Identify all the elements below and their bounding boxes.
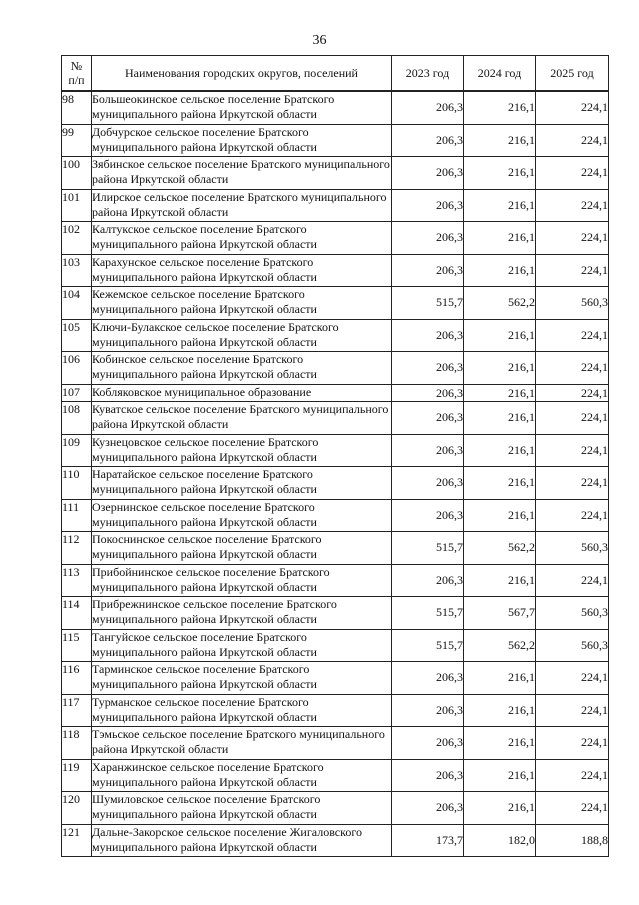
value-2024-cell: 216,1 [464, 499, 536, 532]
row-number-cell: 110 [62, 467, 92, 500]
value-2025-cell: 224,1 [536, 499, 609, 532]
value-2024-cell: 216,1 [464, 434, 536, 467]
value-2024-cell: 216,1 [464, 124, 536, 157]
table-row [62, 434, 609, 467]
value-2023-cell: 206,3 [392, 352, 464, 385]
value-2024-cell: 216,1 [464, 91, 536, 124]
row-number-cell: 119 [62, 759, 92, 792]
value-2024-cell: 216,1 [464, 694, 536, 727]
value-2024-cell: 562,2 [464, 532, 536, 565]
row-number-cell: 106 [62, 352, 92, 385]
value-2025-cell: 224,1 [536, 254, 609, 287]
value-2023-cell: 206,3 [392, 254, 464, 287]
value-2024-cell: 567,7 [464, 597, 536, 630]
value-2024-cell: 216,1 [464, 189, 536, 222]
value-2024-cell: 216,1 [464, 157, 536, 190]
row-number-cell: 120 [62, 792, 92, 825]
row-number-cell: 98 [62, 91, 92, 124]
row-number-cell: 102 [62, 222, 92, 255]
table-row [62, 597, 609, 630]
row-number-cell: 118 [62, 727, 92, 760]
allocation-table [61, 55, 609, 857]
value-2024-cell: 216,1 [464, 352, 536, 385]
value-2025-cell: 224,1 [536, 319, 609, 352]
table-row [62, 254, 609, 287]
value-2023-cell: 206,3 [392, 222, 464, 255]
value-2025-cell: 224,1 [536, 662, 609, 695]
table-row [62, 564, 609, 597]
value-2024-cell: 216,1 [464, 662, 536, 695]
row-number-cell: 108 [62, 402, 92, 435]
settlement-name-cell: Куватское сельское поселение Братского муниципального района Иркутской области [92, 402, 392, 435]
settlement-name-cell: Зябинское сельское поселение Братского муниципального района Иркутской области [92, 157, 392, 190]
value-2023-cell: 515,7 [392, 597, 464, 630]
value-2024-cell: 216,1 [464, 792, 536, 825]
table-row [62, 91, 609, 124]
value-2025-cell: 560,3 [536, 532, 609, 565]
row-number-cell: 121 [62, 824, 92, 857]
table-row [62, 759, 609, 792]
settlement-name-cell: Илирское сельское поселение Братского муниципального района Иркутской области [92, 189, 392, 222]
value-2023-cell: 515,7 [392, 532, 464, 565]
table-row [62, 629, 609, 662]
settlement-name-cell: Большеокинское сельское поселение Братского муниципального района Иркутской области [92, 91, 392, 124]
value-2023-cell: 206,3 [392, 124, 464, 157]
row-number-cell: 114 [62, 597, 92, 630]
settlement-name-cell: Дальне-Закорское сельское поселение Жигаловского муниципального района Иркутской области [92, 824, 392, 857]
value-2024-cell: 216,1 [464, 402, 536, 435]
table-header-row [62, 56, 609, 92]
table-row [62, 824, 609, 857]
row-number-cell: 100 [62, 157, 92, 190]
settlement-name-cell: Карахунское сельское поселение Братского муниципального района Иркутской области [92, 254, 392, 287]
row-number-cell: 111 [62, 499, 92, 532]
table-row [62, 662, 609, 695]
header-number-sign: № [70, 59, 83, 73]
value-2023-cell: 206,3 [392, 384, 464, 402]
settlement-name-cell: Добчурское сельское поселение Братского муниципального района Иркутской области [92, 124, 392, 157]
settlement-name-cell: Тарминское сельское поселение Братского муниципального района Иркутской области [92, 662, 392, 695]
table-row [62, 189, 609, 222]
value-2024-cell: 216,1 [464, 254, 536, 287]
table-row [62, 499, 609, 532]
table-row [62, 467, 609, 500]
value-2023-cell: 206,3 [392, 662, 464, 695]
settlement-name-cell: Наратайское сельское поселение Братского муниципального района Иркутской области [92, 467, 392, 500]
row-number-cell: 107 [62, 384, 92, 402]
value-2025-cell: 560,3 [536, 629, 609, 662]
settlement-name-cell: Озернинское сельское поселение Братского муниципального района Иркутской области [92, 499, 392, 532]
value-2023-cell: 206,3 [392, 727, 464, 760]
value-2023-cell: 515,7 [392, 287, 464, 320]
row-number-cell: 112 [62, 532, 92, 565]
value-2024-cell: 216,1 [464, 759, 536, 792]
page-number: 36 [312, 33, 327, 48]
row-number-cell: 99 [62, 124, 92, 157]
value-2025-cell: 224,1 [536, 694, 609, 727]
value-2025-cell: 188,8 [536, 824, 609, 857]
value-2023-cell: 206,3 [392, 467, 464, 500]
row-number-cell: 103 [62, 254, 92, 287]
value-2024-cell: 216,1 [464, 384, 536, 402]
row-number-cell: 105 [62, 319, 92, 352]
settlement-name-cell: Калтукское сельское поселение Братского муниципального района Иркутской области [92, 222, 392, 255]
table-row [62, 157, 609, 190]
value-2023-cell: 206,3 [392, 189, 464, 222]
settlement-name-cell: Ключи-Булакское сельское поселение Братского муниципального района Иркутской области [92, 319, 392, 352]
value-2023-cell: 206,3 [392, 759, 464, 792]
row-number-cell: 101 [62, 189, 92, 222]
header-year-2023: 2023 год [392, 56, 464, 92]
value-2024-cell: 216,1 [464, 564, 536, 597]
row-number-cell: 104 [62, 287, 92, 320]
settlement-name-cell: Шумиловское сельское поселение Братского муниципального района Иркутской области [92, 792, 392, 825]
value-2025-cell: 224,1 [536, 727, 609, 760]
settlement-name-cell: Кузнецовское сельское поселение Братского муниципального района Иркутской области [92, 434, 392, 467]
row-number-cell: 115 [62, 629, 92, 662]
settlement-name-cell: Харанжинское сельское поселение Братского муниципального района Иркутской области [92, 759, 392, 792]
value-2023-cell: 206,3 [392, 694, 464, 727]
value-2023-cell: 515,7 [392, 629, 464, 662]
value-2025-cell: 224,1 [536, 157, 609, 190]
value-2025-cell: 224,1 [536, 564, 609, 597]
value-2025-cell: 224,1 [536, 189, 609, 222]
value-2025-cell: 224,1 [536, 759, 609, 792]
table-body [62, 91, 609, 857]
value-2023-cell: 206,3 [392, 319, 464, 352]
value-2024-cell: 216,1 [464, 467, 536, 500]
header-row-number [62, 56, 92, 92]
table-row [62, 532, 609, 565]
settlement-name-cell: Прибрежнинское сельское поселение Братского муниципального района Иркутской области [92, 597, 392, 630]
table-row [62, 727, 609, 760]
value-2025-cell: 224,1 [536, 402, 609, 435]
settlement-name-cell: Кобинское сельское поселение Братского муниципального района Иркутской области [92, 352, 392, 385]
value-2024-cell: 562,2 [464, 629, 536, 662]
table-row [62, 792, 609, 825]
value-2025-cell: 560,3 [536, 287, 609, 320]
table-row [62, 402, 609, 435]
table-row [62, 222, 609, 255]
table-row [62, 319, 609, 352]
value-2025-cell: 224,1 [536, 352, 609, 385]
settlement-name-cell: Турманское сельское поселение Братского муниципального района Иркутской области [92, 694, 392, 727]
value-2025-cell: 224,1 [536, 384, 609, 402]
header-name: Наименования городских округов, поселений [92, 56, 392, 92]
value-2023-cell: 206,3 [392, 434, 464, 467]
value-2023-cell: 206,3 [392, 157, 464, 190]
value-2023-cell: 206,3 [392, 792, 464, 825]
value-2025-cell: 224,1 [536, 434, 609, 467]
value-2025-cell: 224,1 [536, 91, 609, 124]
row-number-cell: 117 [62, 694, 92, 727]
value-2025-cell: 224,1 [536, 467, 609, 500]
value-2024-cell: 216,1 [464, 222, 536, 255]
row-number-cell: 109 [62, 434, 92, 467]
settlement-name-cell: Прибойнинское сельское поселение Братского муниципального района Иркутской области [92, 564, 392, 597]
settlement-name-cell: Тангуйское сельское поселение Братского муниципального района Иркутской области [92, 629, 392, 662]
header-year-2025: 2025 год [536, 56, 609, 92]
value-2025-cell: 560,3 [536, 597, 609, 630]
value-2023-cell: 206,3 [392, 91, 464, 124]
value-2024-cell: 562,2 [464, 287, 536, 320]
row-number-cell: 116 [62, 662, 92, 695]
value-2025-cell: 224,1 [536, 222, 609, 255]
value-2025-cell: 224,1 [536, 792, 609, 825]
table-row [62, 352, 609, 385]
value-2023-cell: 206,3 [392, 564, 464, 597]
settlement-name-cell: Кежемское сельское поселение Братского муниципального района Иркутской области [92, 287, 392, 320]
value-2023-cell: 206,3 [392, 402, 464, 435]
value-2025-cell: 224,1 [536, 124, 609, 157]
header-number-abbr: п/п [68, 73, 85, 87]
settlement-name-cell: Тэмьское сельское поселение Братского муниципального района Иркутской области [92, 727, 392, 760]
table-row [62, 124, 609, 157]
value-2023-cell: 206,3 [392, 499, 464, 532]
settlement-name-cell: Кобляковское муниципальное образование [92, 384, 392, 402]
row-number-cell: 113 [62, 564, 92, 597]
header-year-2024: 2024 год [464, 56, 536, 92]
table-row [62, 287, 609, 320]
value-2024-cell: 216,1 [464, 319, 536, 352]
value-2024-cell: 182,0 [464, 824, 536, 857]
table-row [62, 384, 609, 402]
settlement-name-cell: Покоснинское сельское поселение Братского муниципального района Иркутской области [92, 532, 392, 565]
table-row [62, 694, 609, 727]
value-2023-cell: 173,7 [392, 824, 464, 857]
value-2024-cell: 216,1 [464, 727, 536, 760]
